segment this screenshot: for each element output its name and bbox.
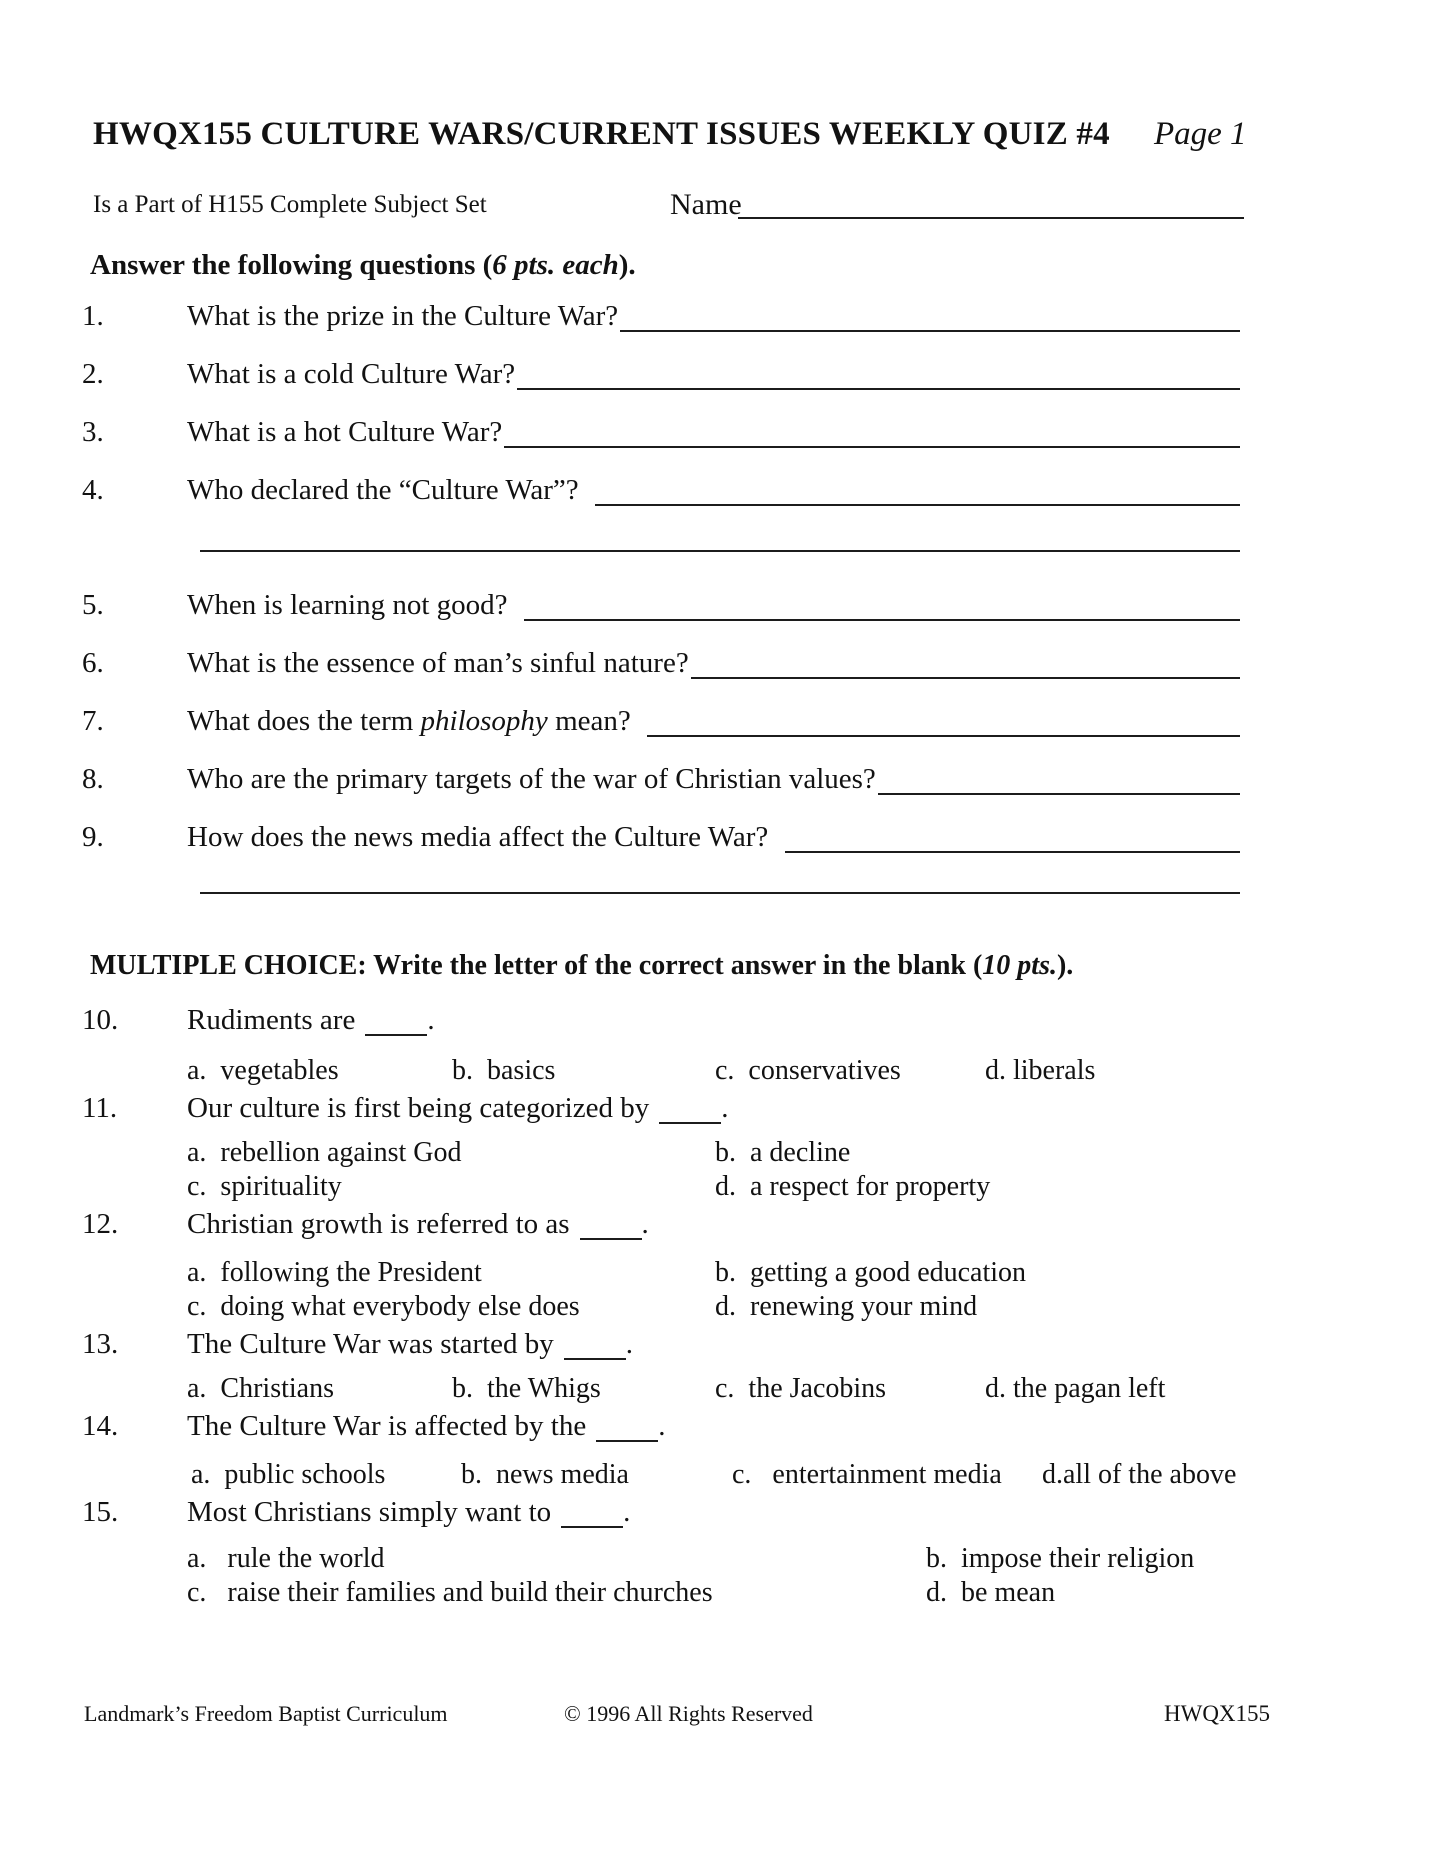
mc-header-points: 10 pts. xyxy=(982,950,1057,981)
mc-option: d. liberals xyxy=(985,1055,1096,1086)
question-text: When is learning not good? xyxy=(187,589,523,621)
question-row-1 xyxy=(82,296,1240,336)
question-text: What is the prize in the Culture War? xyxy=(187,300,619,332)
mc-option: a. vegetables xyxy=(187,1055,339,1086)
mc-header-suffix: ). xyxy=(1056,950,1074,981)
mc-option: c. conservatives xyxy=(715,1055,901,1086)
mc-options-row xyxy=(82,1054,1240,1088)
answer-blank-line xyxy=(595,504,1240,506)
question-number: 6. xyxy=(82,647,104,679)
name-label: Name xyxy=(670,188,742,221)
name-blank-line xyxy=(738,217,1244,219)
question-number: 4. xyxy=(82,474,104,506)
page-content xyxy=(82,0,1247,1610)
mc-option: a. Christians xyxy=(187,1373,334,1404)
answer-blank-line xyxy=(785,851,1240,853)
mc-options-row xyxy=(82,1458,1240,1492)
question-stem: Most Christians simply want to xyxy=(187,1496,552,1528)
mc-option: b. news media xyxy=(461,1459,629,1490)
question-number: 12. xyxy=(82,1208,119,1240)
question-stem: The Culture War is affected by the xyxy=(187,1410,587,1442)
continuation-blank-line xyxy=(200,892,1240,894)
mc-answer-blank xyxy=(561,1526,623,1528)
mc-option: a. rule the world xyxy=(187,1543,385,1574)
question-number: 7. xyxy=(82,705,104,737)
mc-options-row xyxy=(82,1290,1240,1324)
question-number: 3. xyxy=(82,416,104,448)
question-text: mean? xyxy=(547,705,646,737)
mc-option: b. a decline xyxy=(715,1137,851,1168)
stem-period: . xyxy=(641,1208,649,1240)
mc-option: c. the Jacobins xyxy=(715,1373,887,1404)
mc-option: b. impose their religion xyxy=(926,1543,1195,1574)
answer-blank-line xyxy=(504,446,1240,448)
mc-option: a. following the President xyxy=(187,1257,482,1288)
mc-options-row xyxy=(82,1170,1240,1204)
stem-period: . xyxy=(623,1496,631,1528)
mc-options-row xyxy=(82,1372,1240,1406)
subset-note: Is a Part of H155 Complete Subject Set xyxy=(93,191,487,218)
question-text: What is a cold Culture War? xyxy=(187,358,516,390)
mc-option: b. basics xyxy=(452,1055,556,1086)
answer-blank-line xyxy=(524,619,1240,621)
mc-question-row-14 xyxy=(82,1406,1240,1446)
mc-options-row xyxy=(82,1136,1240,1170)
question-row-9 xyxy=(82,817,1240,857)
mc-options-row xyxy=(82,1542,1240,1576)
mc-question-row-13 xyxy=(82,1324,1240,1364)
question-row-5 xyxy=(82,585,1240,625)
mc-option: c. raise their families and build their churches xyxy=(187,1577,713,1608)
mc-option: c. spirituality xyxy=(187,1171,342,1202)
mc-question-row-15 xyxy=(82,1492,1240,1532)
footer-code: HWQX155 xyxy=(1164,1701,1271,1726)
question-row-8 xyxy=(82,759,1240,799)
question-text: What is the essence of man’s sinful nature? xyxy=(187,647,689,679)
answer-blank-line xyxy=(878,793,1240,795)
multiple-choice-header xyxy=(90,946,1240,986)
question-number: 14. xyxy=(82,1410,119,1442)
title-row xyxy=(82,112,1247,156)
question-number: 5. xyxy=(82,589,104,621)
question-row-2 xyxy=(82,354,1240,394)
instruction-suffix: ). xyxy=(618,249,636,281)
page-number-label: Page 1 xyxy=(1154,116,1247,152)
instruction-points: 6 pts. each xyxy=(492,249,619,281)
mc-option: d. a respect for property xyxy=(715,1171,991,1202)
footer-copyright: © 1996 All Rights Reserved xyxy=(564,1701,813,1726)
question-number: 11. xyxy=(82,1092,118,1124)
answer-blank-line xyxy=(620,330,1240,332)
question-stem: The Culture War was started by xyxy=(187,1328,554,1360)
mc-option: d.all of the above xyxy=(1042,1459,1237,1490)
question-row-4 xyxy=(82,470,1240,510)
stem-period: . xyxy=(721,1092,729,1124)
question-number: 13. xyxy=(82,1328,119,1360)
question-number: 15. xyxy=(82,1496,119,1528)
mc-option: c. doing what everybody else does xyxy=(187,1291,580,1322)
question-text: What does the term xyxy=(187,705,421,737)
mc-option: b. getting a good education xyxy=(715,1257,1027,1288)
question-number: 2. xyxy=(82,358,104,390)
mc-answer-blank xyxy=(365,1034,427,1036)
question-number: 9. xyxy=(82,821,104,853)
answer-blank-line xyxy=(517,388,1240,390)
question-text: Who declared the “Culture War”? xyxy=(187,474,594,506)
footer-publisher: Landmark’s Freedom Baptist Curriculum xyxy=(84,1701,448,1726)
continuation-blank-line xyxy=(200,550,1240,552)
mc-option: b. the Whigs xyxy=(452,1373,601,1404)
question-number: 1. xyxy=(82,300,104,332)
mc-option: a. public schools xyxy=(191,1459,386,1490)
section1-instruction xyxy=(90,245,1240,285)
question-row-7 xyxy=(82,701,1240,741)
answer-blank-line xyxy=(691,677,1240,679)
answer-blank-line xyxy=(647,735,1240,737)
page-footer xyxy=(82,1700,1271,1728)
question-text-italic: philosophy xyxy=(420,705,548,737)
stem-period: . xyxy=(658,1410,666,1442)
question-stem: Christian growth is referred to as xyxy=(187,1208,570,1240)
mc-answer-blank xyxy=(580,1238,642,1240)
instruction-prefix: Answer the following questions ( xyxy=(90,249,493,281)
mc-question-row-12 xyxy=(82,1204,1240,1244)
mc-option: a. rebellion against God xyxy=(187,1137,462,1168)
stem-period: . xyxy=(625,1328,634,1360)
mc-answer-blank xyxy=(659,1122,721,1124)
mc-question-row-10 xyxy=(82,1000,1240,1040)
page-title: HWQX155 CULTURE WARS/CURRENT ISSUES WEEKLY QUIZ #4 xyxy=(93,116,1110,152)
question-stem: Our culture is first being categorized by xyxy=(187,1092,650,1124)
stem-period: . xyxy=(427,1004,435,1036)
mc-option: d. be mean xyxy=(926,1577,1056,1608)
mc-answer-blank xyxy=(596,1440,658,1442)
mc-option: c. entertainment media xyxy=(732,1459,1002,1490)
question-stem: Rudiments are xyxy=(187,1004,356,1036)
meta-row xyxy=(82,185,1240,225)
mc-question-row-11 xyxy=(82,1088,1240,1128)
question-text: How does the news media affect the Culture War? xyxy=(187,821,783,853)
question-text: What is a hot Culture War? xyxy=(187,416,503,448)
mc-answer-blank xyxy=(564,1358,626,1360)
question-row-6 xyxy=(82,643,1240,683)
question-row-3 xyxy=(82,412,1240,452)
question-text: Who are the primary targets of the war of Christian values? xyxy=(187,763,876,795)
mc-options-row xyxy=(82,1256,1240,1290)
mc-header-prefix: MULTIPLE CHOICE: Write the letter of the correct answer in the blank ( xyxy=(90,950,983,981)
mc-options-row xyxy=(82,1576,1240,1610)
mc-option: d. renewing your mind xyxy=(715,1291,978,1322)
mc-option: d. the pagan left xyxy=(985,1373,1166,1404)
question-number: 8. xyxy=(82,763,104,795)
question-number: 10. xyxy=(82,1004,119,1036)
